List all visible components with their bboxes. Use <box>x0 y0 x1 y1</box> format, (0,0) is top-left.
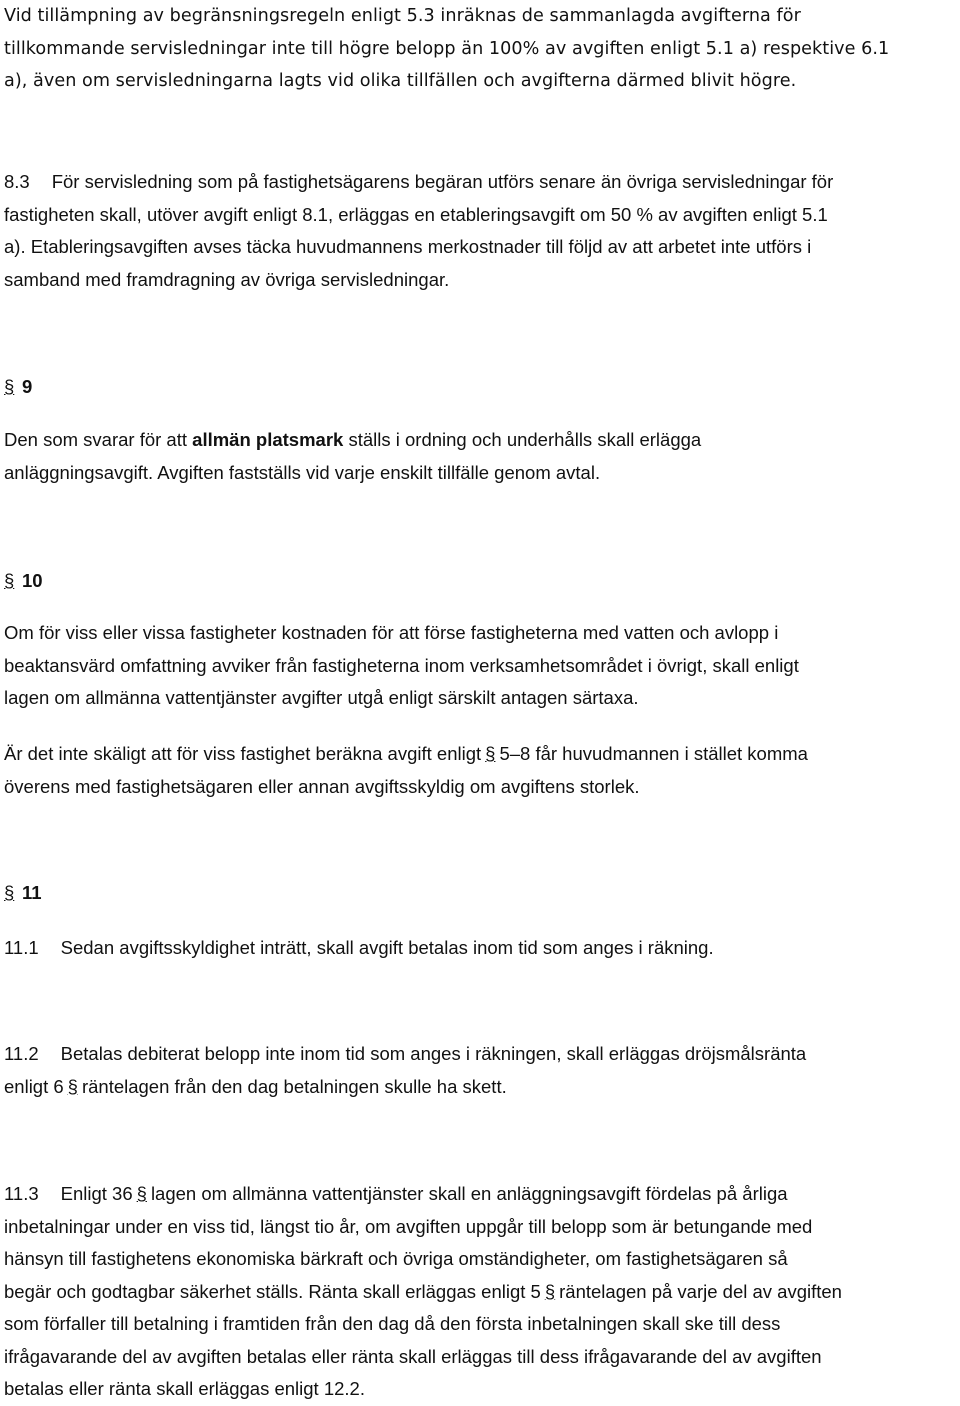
text-segment: ställs i ordning och underhålls skall erlägga <box>343 429 702 450</box>
section-symbol: § <box>485 743 496 764</box>
section-10-paragraph-1 <box>4 617 956 715</box>
section-9-paragraph <box>4 424 956 489</box>
text-line: anläggningsavgift. Avgiften fastställs vid varje enskilt tillfälle genom avtal. <box>4 461 601 483</box>
text-line: lagen om allmänna vattentjänster avgifter utgå enligt särskilt antagen särtaxa. <box>4 687 639 708</box>
section-symbol: § <box>136 1183 147 1204</box>
subsection-number: 11.3 <box>4 1183 39 1204</box>
section-symbol: § <box>4 376 15 397</box>
text-line: ifrågavarande del av avgiften betalas eller ränta skall erläggas till dess ifrågavarande del av avgiften <box>4 1345 822 1367</box>
section-number: 9 <box>22 376 33 397</box>
text-line: tillkommande servisledningar inte till högre belopp än 100% av avgiften enligt 5.1 a) respektive 6.1 <box>4 38 890 59</box>
subsection-number: 8.3 <box>4 171 30 192</box>
text-line: hänsyn till fastighetens ekonomiska bärkraft och övriga omständigheter, om fastighetsägaren så <box>4 1248 788 1269</box>
text-line <box>4 1071 956 1104</box>
section-11-1 <box>4 932 956 965</box>
text-line <box>4 932 956 965</box>
text-segment: Enligt 36 <box>60 1183 133 1204</box>
text-line <box>4 1038 956 1071</box>
text-line: överens med fastighetsägaren eller annan avgiftsskyldig om avgiftens storlek. <box>4 775 640 797</box>
text-line: betalas eller ränta skall erläggas enligt 12.2. <box>4 1378 365 1399</box>
section-10-paragraph-2 <box>4 738 956 803</box>
text-segment: enligt 6 <box>4 1075 64 1097</box>
text-segment: Den som svarar för att <box>4 429 193 450</box>
text-line: som förfaller till betalning i framtiden från den dag då den första inbetalningen skall ske till dess <box>4 1313 781 1334</box>
text-line: Om för viss eller vissa fastigheter kostnaden för att förse fastigheterna med vatten och avlopp i <box>4 622 779 643</box>
text-segment: lagen om allmänna vattentjänster skall en anläggningsavgift fördelas på årliga <box>150 1183 788 1204</box>
section-11-2 <box>4 1038 956 1103</box>
text-line: Vid tillämpning av begränsningsregeln enligt 5.3 inräknas de sammanlagda avgifterna för <box>4 6 801 26</box>
text-segment: För servisledning som på fastighetsägarens begäran utförs senare än övriga servisledningar för <box>51 171 834 192</box>
text-line <box>4 1178 956 1211</box>
text-segment: begär och godtagbar säkerhet ställs. Ränta skall erläggas enligt 5 <box>4 1280 541 1302</box>
section-symbol: § <box>544 1280 556 1302</box>
text-line <box>4 1276 956 1309</box>
text-line: fastigheten skall, utöver avgift enligt 8.1, erläggas en etableringsavgift om 50 % av avgiften enligt 5.1 <box>4 203 828 225</box>
text-segment: räntelagen från den dag betalningen skulle ha skett. <box>81 1075 507 1097</box>
section-number: 10 <box>22 570 43 591</box>
section-symbol: § <box>4 570 15 591</box>
section-heading-10 <box>4 566 43 596</box>
text-line: beaktansvärd omfattning avviker från fastigheterna inom verksamhetsområdet i övrigt, skall enligt <box>4 654 799 676</box>
subsection-number: 11.1 <box>4 937 39 958</box>
text-line: inbetalningar under en viss tid, längst tio år, om avgiften uppgår till belopp som är betungande med <box>4 1215 813 1237</box>
text-line: a). Etableringsavgiften avses täcka huvudmannens merkostnader till följd av att arbetet inte utförs i <box>4 236 812 257</box>
section-heading-9 <box>4 372 32 402</box>
text-segment: Är det inte skäligt att för viss fastighet beräkna avgift enligt <box>4 743 482 764</box>
text-segment: räntelagen på varje del av avgiften <box>559 1280 842 1302</box>
bold-term: allmän platsmark <box>192 429 344 450</box>
text-line <box>4 166 956 199</box>
subsection-number: 11.2 <box>4 1043 39 1064</box>
section-heading-11 <box>4 878 42 908</box>
section-symbol: § <box>4 882 15 903</box>
text-segment: 5–8 får huvudmannen i stället komma <box>499 743 808 764</box>
intro-paragraph <box>4 0 956 98</box>
section-8-3 <box>4 166 956 296</box>
text-segment: Betalas debiterat belopp inte inom tid som anges i räkningen, skall erläggas dröjsmålsränta <box>60 1043 807 1064</box>
section-symbol: § <box>67 1075 78 1097</box>
text-line: samband med framdragning av övriga servisledningar. <box>4 268 450 290</box>
section-11-3 <box>4 1178 956 1406</box>
text-line <box>4 424 956 457</box>
section-number: 11 <box>22 882 42 903</box>
text-segment: Sedan avgiftsskyldighet inträtt, skall avgift betalas inom tid som anges i räkning. <box>60 937 714 958</box>
text-line <box>4 738 956 771</box>
text-line: a), även om servisledningarna lagts vid olika tillfällen och avgifterna därmed blivit högre. <box>4 71 797 91</box>
